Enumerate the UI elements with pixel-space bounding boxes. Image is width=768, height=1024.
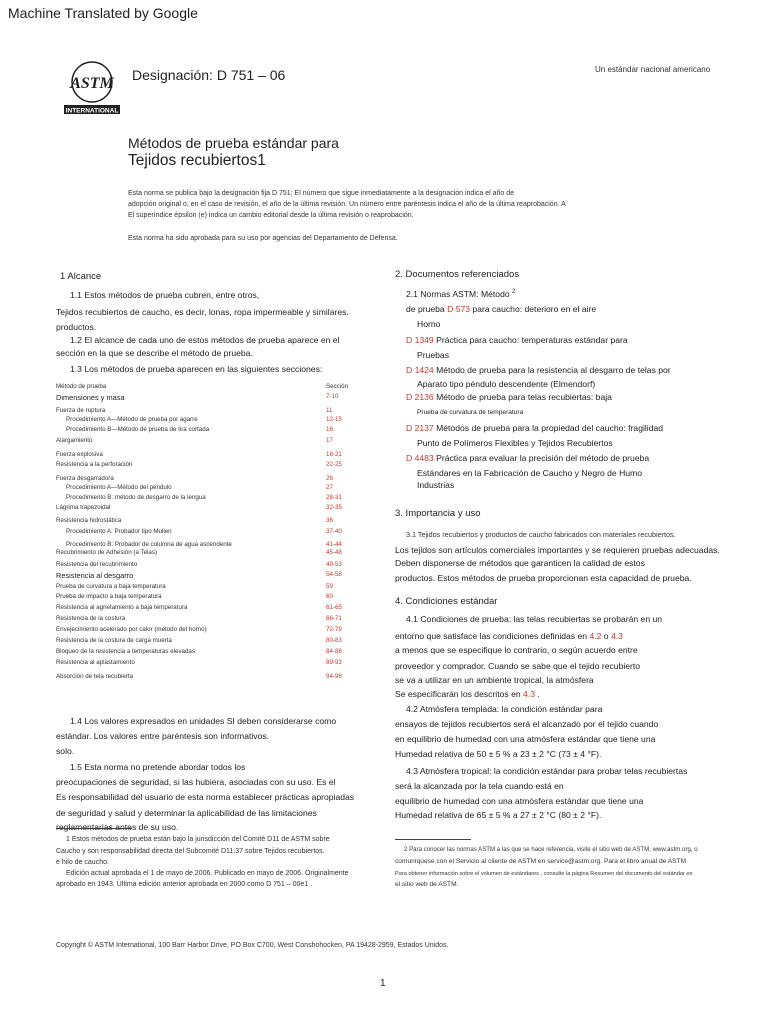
condition-text: .: [534, 689, 540, 699]
condition-line: Humedad relativa de 65 ± 5 % a 27 ± 2 °C (80 ± 2 °F).: [395, 810, 602, 820]
table-row: [56, 451, 366, 460]
reference-title: Práctica para caucho: temperaturas estándar para: [433, 335, 628, 345]
table-row: [56, 437, 366, 446]
after-line: estándar. Los valores entre paréntesis son informativos.: [56, 731, 270, 741]
section-link[interactable]: 72-79: [326, 626, 342, 633]
reference-item: [406, 453, 649, 463]
astm-logo: [62, 58, 122, 116]
footnote-line: Para obtener información sobre el volumen de estándares , consulte la página Resumen del documento del estándar en: [395, 871, 693, 877]
section-link[interactable]: 27: [326, 484, 333, 491]
footnote-line: 2 Para conocer las normas ASTM a las que se hace referencia, visite el sitio web de ASTM, www.astm.org, o: [404, 846, 698, 853]
condition-text: Se especificarán los descritos en: [395, 689, 524, 699]
designation: Designación: D 751 – 06: [132, 67, 286, 83]
reference-title-continued: Estándares en la Fabricación de Caucho y Negro de Humo: [417, 468, 642, 478]
section-link[interactable]: 17: [326, 437, 333, 444]
section-link[interactable]: 49-53: [326, 561, 342, 568]
table-row: [56, 561, 366, 570]
after-line: Es responsabilidad del usuario de esta norma establecer prácticas apropiadas: [56, 792, 355, 802]
reference-title: para caucho: deterioro en el aire: [470, 304, 597, 314]
method-label: Absorción de tela recubierta: [56, 673, 134, 680]
table-row: [56, 583, 366, 592]
method-label: Prueba de impacto a baja temperatura: [56, 593, 162, 600]
section-link[interactable]: 45-48: [326, 549, 342, 556]
reference-code-link[interactable]: D 2136: [406, 392, 434, 402]
table-header: [56, 383, 366, 392]
note-line: El superíndice épsilon (e) indica un cambio editorial desde la última revisión o reaprobación.: [128, 212, 414, 219]
table-row: [56, 549, 366, 558]
title-line-2: Tejidos recubiertos1: [128, 152, 266, 169]
section-link[interactable]: 61-65: [326, 604, 342, 611]
method-label: Procedimiento B—Método de prueba de tira cortada: [66, 426, 210, 433]
scope-line: sección en la que se describe el método de prueba.: [56, 348, 253, 358]
refs-intro: [406, 289, 515, 299]
table-row: [56, 626, 366, 635]
logo-text-bottom: INTERNATIONAL: [65, 107, 119, 115]
scope-line: Tejidos recubiertos de caucho, es decir, lonas, ropa impermeable y similares.: [56, 307, 349, 317]
method-label: Alargamiento: [56, 437, 93, 444]
reference-title-continued: Aparato tipo péndulo descendente (Elmendorf): [417, 379, 596, 389]
note-line: adopción original o, en el caso de revisión, el año de la última revisión. Un número entre paréntesis indica el año de la última reaprobación. A: [128, 201, 566, 208]
section-link[interactable]: 28-31: [326, 494, 342, 501]
condition-line: será la alcanzada por la tela cuando está en: [395, 781, 564, 791]
reference-title: Método de prueba para telas recubiertas: baja: [433, 392, 612, 402]
table-row: [56, 571, 366, 580]
section-link[interactable]: 59: [326, 583, 333, 590]
section-link[interactable]: 41-44: [326, 541, 342, 548]
after-line: 1.4 Los valores expresados en unidades SI deben considerarse como: [70, 716, 337, 726]
table-row: [56, 484, 366, 493]
reference-title-continued: Punto de Polímeros Flexibles y Tejidos Recubiertos: [417, 438, 613, 448]
footnote-line: e hilo de caucho.: [56, 859, 109, 866]
importance-heading: 3. Importancia y uso: [395, 508, 481, 519]
method-label: Resistencia hidrostática: [56, 517, 122, 524]
page-number: 1: [380, 978, 386, 989]
method-label: Resistencia al aplastamiento: [56, 659, 135, 666]
condition-line: Humedad relativa de 50 ± 5 % a 23 ± 2 °C (73 ± 4 °F).: [395, 749, 602, 759]
scope-heading: 1 Alcance: [60, 271, 102, 282]
after-line: preocupaciones de seguridad, si las hubiera, asociadas con su uso. Es el: [56, 777, 336, 787]
reference-item: [406, 365, 671, 375]
condition-text: o: [601, 631, 611, 641]
section-link[interactable]: 4.3: [610, 631, 623, 641]
section-link[interactable]: 12-15: [326, 416, 342, 423]
method-label: Fuerza desgarradora: [56, 475, 114, 482]
method-label: Fuerza explosiva: [56, 451, 103, 458]
section-link[interactable]: 80-83: [326, 637, 342, 644]
reference-title: Métodos de prueba para la propiedad del caucho: fragilidad: [433, 423, 664, 433]
table-row: [56, 475, 366, 484]
method-label: Resistencia del recubrimiento: [56, 561, 138, 568]
section-link[interactable]: 54-58: [326, 571, 342, 578]
scope-line: 1.2 El alcance de cada uno de estos métodos de prueba aparece en el: [70, 335, 340, 345]
method-label: Resistencia al agrietamiento a baja temperatura: [56, 604, 188, 611]
condition-line: [395, 689, 540, 699]
table-row: [56, 416, 366, 425]
condition-text: entorno que satisface las condiciones definidas en: [395, 631, 590, 641]
section-link[interactable]: 18-21: [326, 451, 342, 458]
conditions-heading: 4. Condiciones estándar: [395, 596, 498, 607]
section-link[interactable]: 4.3: [523, 689, 535, 699]
table-row: [56, 517, 366, 526]
section-link[interactable]: 22-25: [326, 461, 342, 468]
after-line: solo.: [56, 746, 75, 756]
scope-line: productos.: [56, 322, 97, 332]
after-line: 1.5 Esta norma no pretende abordar todos los: [70, 762, 246, 772]
condition-line: equilibrio de humedad con una atmósfera estándar que tiene una: [395, 796, 644, 806]
section-link[interactable]: 16: [326, 426, 333, 433]
reference-title: Método de prueba para la resistencia al desgarro de telas por: [433, 365, 671, 375]
logo-text-top: ASTM: [70, 75, 114, 92]
reference-title-continued: Prueba de curvatura de temperatura: [417, 409, 524, 416]
condition-line: se va a utilizar en un ambiente tropical, la atmósfera: [395, 675, 594, 685]
table-row: [56, 504, 366, 513]
method-label: Resistencia al desgarro: [56, 571, 134, 580]
method-label: Dimensiones y masa: [56, 393, 125, 402]
refs-intro-sup: 2: [512, 289, 516, 296]
section-link[interactable]: 4.2: [589, 631, 602, 641]
method-label: Resistencia a la perforación: [56, 461, 133, 468]
footnote-rule: [56, 828, 132, 829]
section-link[interactable]: 32-35: [326, 504, 342, 511]
method-label: Procedimiento B: método de desgarro de la lengua: [66, 494, 206, 501]
condition-line: en equilibrio de humedad con una atmósfera estándar que tiene una: [395, 734, 656, 744]
table-header-section: Sección: [326, 383, 349, 390]
footnote-line: comuníquese con el Servicio al cliente de ASTM en service@astm.org. Para el libro anual de ASTM: [395, 858, 687, 865]
condition-line: [395, 631, 623, 641]
after-line: reglamentarias antes de su uso.: [56, 822, 179, 832]
method-label: Envejecimiento acelerado por calor (método del horno): [56, 626, 207, 633]
table-row: [56, 426, 366, 435]
condition-line: 4.1 Condiciones de prueba: las telas recubiertas se probarán en un: [406, 614, 663, 624]
machine-translated-banner: Machine Translated by Google: [8, 5, 198, 21]
scope-line: 1.1 Estos métodos de prueba cubren, entre otros,: [70, 290, 260, 300]
table-row: [56, 461, 366, 470]
method-label: Recubrimiento de Adhesión (a Telas): [56, 549, 158, 556]
section-link[interactable]: 84-88: [326, 648, 342, 655]
method-label: Procedimiento A—Método del péndulo: [66, 484, 172, 491]
reference-code-link[interactable]: D 573: [447, 304, 471, 314]
method-label: Resistencia de la costura de carga muerta: [56, 637, 172, 644]
reference-code-link[interactable]: D 2137: [406, 423, 434, 433]
section-link[interactable]: 94-98: [326, 673, 342, 680]
table-row: [56, 615, 366, 624]
method-label: Prueba de curvatura a baja temperatura: [56, 583, 166, 590]
reference-item: [406, 423, 663, 433]
table-row: [56, 407, 366, 416]
section-link[interactable]: 60: [326, 593, 333, 600]
footnote-rule: [395, 839, 471, 840]
note-line: Esta norma se publica bajo la designación fija D 751; El número que sigue inmediatamente a la designación indica el año de: [128, 190, 515, 197]
table-row: [56, 604, 366, 613]
section-link[interactable]: 11: [326, 407, 333, 414]
condition-line: proveedor y comprador. Cuando se sabe que el tejido recubierto: [395, 661, 641, 671]
footnote-line: Edición actual aprobada el 1 de mayo de 2006. Publicado en mayo de 2006. Originalmente: [66, 870, 349, 877]
section-link[interactable]: 66-71: [326, 615, 342, 622]
reference-title-continued: Horno: [417, 319, 441, 329]
reference-code-link[interactable]: D 1424: [406, 365, 434, 375]
table-row: [56, 593, 366, 602]
table-header-method: Método de prueba: [56, 383, 107, 390]
method-label: Procedimiento A: Probador tipo Mullen: [66, 528, 172, 535]
defense-note: Esta norma ha sido aprobada para su uso por agencias del Departamento de Defensa.: [128, 235, 398, 242]
footnote-line: el sitio web de ASTM.: [395, 881, 459, 888]
table-row: [56, 648, 366, 657]
method-label: Fuerza de ruptura: [56, 407, 106, 414]
method-label: Lágrima trapezoidal: [56, 504, 111, 511]
table-row: [56, 494, 366, 503]
copyright: Copyright © ASTM International, 100 Barr Harbor Drive, PO Box C700, West Conshohocken, PA 19428-2959, Estados Unidos.: [56, 942, 449, 949]
condition-line: 4.2 Atmósfera templada: la condición estándar para: [406, 704, 603, 714]
reference-title: Práctica para evaluar la precisión del método de prueba: [433, 453, 650, 463]
table-row: [56, 528, 366, 537]
condition-line: a menos que se especifique lo contrario, o según acuerdo entre: [395, 645, 638, 655]
scope-line: 1.3 Los métodos de prueba aparecen en las siguientes secciones:: [70, 364, 323, 374]
importance-line: productos. Estos métodos de prueba proporcionan esta capacidad de prueba.: [395, 573, 692, 583]
table-row: [56, 673, 366, 682]
reference-title-continued: Industrias: [417, 480, 455, 490]
method-label: Procedimiento B: Probador de columna de agua ascendente: [66, 541, 232, 548]
condition-line: 4.3 Atmósfera tropical: la condición estándar para probar telas recubiertas: [406, 766, 688, 776]
section-link[interactable]: 89-93: [326, 659, 342, 666]
table-row: [56, 659, 366, 668]
section-link[interactable]: 36: [326, 517, 333, 524]
reference-item: [406, 392, 612, 402]
section-link[interactable]: 37-40: [326, 528, 342, 535]
table-row: [56, 393, 366, 402]
footnote-line: 1 Estos métodos de prueba están bajo la jurisdicción del Comité D11 de ASTM sobre: [66, 836, 330, 843]
importance-line: Los tejidos son artículos comerciales importantes y se requieren pruebas adecuadas.: [395, 545, 720, 555]
reference-title-continued: Pruebas: [417, 350, 450, 360]
title-line-1: Métodos de prueba estándar para: [128, 135, 339, 151]
method-label: Bloqueo de la resistencia a temperaturas elevadas: [56, 648, 195, 655]
method-label: Procedimiento A—Método de prueba por agarre: [66, 416, 198, 423]
table-row: [56, 637, 366, 646]
reference-item: [406, 335, 628, 345]
reference-prefix: de prueba: [406, 304, 448, 314]
reference-item: [406, 304, 596, 314]
condition-line: ensayos de tejidos recubiertos será el alcanzado por el tejido cuando: [395, 719, 659, 729]
reference-code-link[interactable]: D 1349: [406, 335, 434, 345]
footnote-line: Caucho y son responsabilidad directa del Subcomité D11.37 sobre Tejidos recubiertos.: [56, 848, 325, 855]
method-label: Resistencia de la costura: [56, 615, 126, 622]
footnote-line: aprobado en 1943. Última edición anterior aprobada en 2000 como D 751 – 00e1 .: [56, 881, 313, 888]
reference-code-link[interactable]: D 4483: [406, 453, 434, 463]
after-line: de seguridad y salud y determinar la aplicabilidad de las limitaciones: [56, 808, 317, 818]
section-link[interactable]: 7-10: [326, 393, 339, 400]
importance-line: Deben disponerse de métodos que garanticen la calidad de estos: [395, 558, 645, 568]
section-link[interactable]: 26: [326, 475, 333, 482]
astm-logo-graphic: [62, 58, 122, 116]
importance-line: 3.1 Tejidos recubiertos y productos de caucho fabricados con materiales recubiertos.: [406, 530, 676, 539]
national-standard: Un estándar nacional americano: [595, 65, 711, 74]
refs-intro-text: 2.1 Normas ASTM: Método: [406, 289, 510, 299]
refs-heading: 2. Documentos referenciados: [395, 269, 520, 280]
